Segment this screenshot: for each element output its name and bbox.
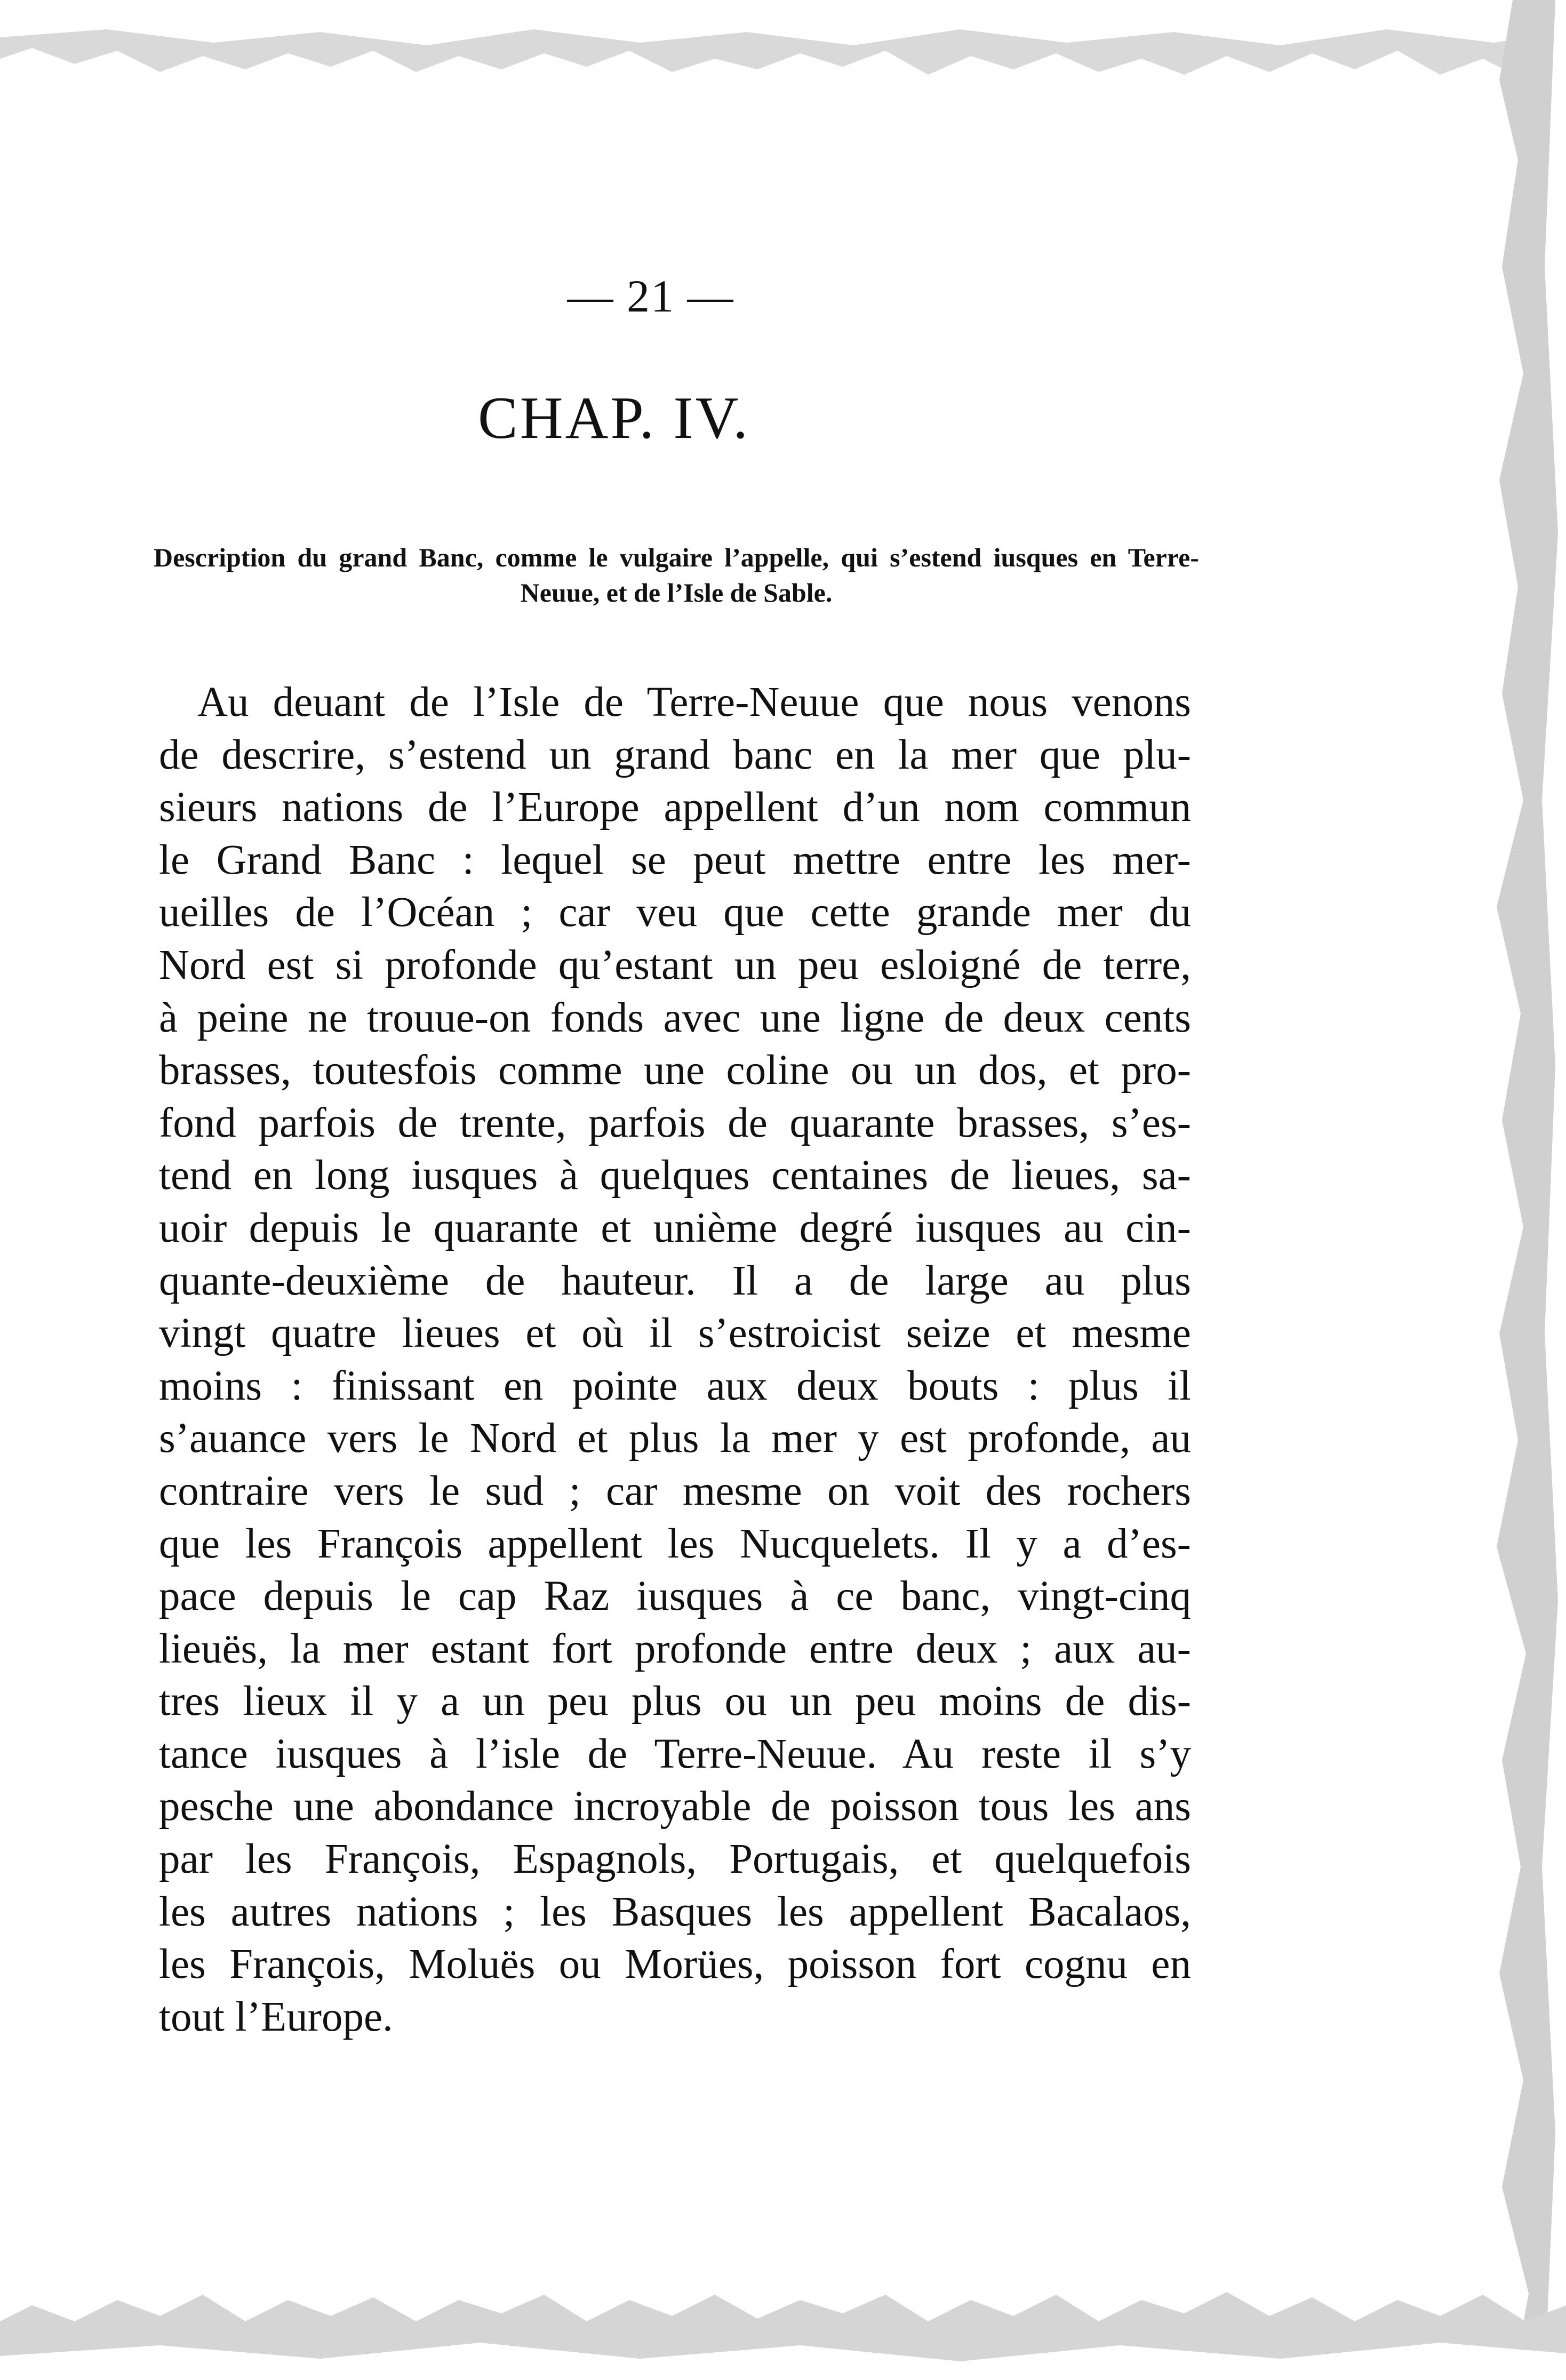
text-line: brasses, toutesfois comme une coline ou un dos, et pro- <box>159 1047 1191 1094</box>
text-line: sieurs nations de l’Europe appellent d’un nom commun <box>159 784 1191 831</box>
text-line: tend en long iusques à quelques centaines de lieues, sa- <box>159 1152 1191 1199</box>
text-line: les autres nations ; les Basques les appellent Bacalaos, <box>159 1888 1191 1935</box>
chapter-heading: CHAP. IV. <box>478 385 750 451</box>
ragged-bottom-edge <box>0 2241 1566 2380</box>
page-number: — 21 — <box>567 270 734 322</box>
text-line: vingt quatre lieues et où il s’estroicist seize et mesme <box>159 1310 1191 1357</box>
text-line: ueilles de l’Océan ; car veu que cette grande mer du <box>159 889 1191 936</box>
text-line: pesche une abondance incroyable de poisson tous les ans <box>159 1783 1191 1830</box>
ragged-right-edge <box>1449 0 1566 2380</box>
ragged-top-edge <box>0 0 1566 139</box>
text-line: quante-deuxième de hauteur. Il a de large au plus <box>159 1257 1191 1304</box>
text-line: que les François appellent les Nucquelets. Il y a d’es- <box>159 1520 1191 1567</box>
text-line: pace depuis le cap Raz iusques à ce banc, vingt-cinq <box>159 1573 1191 1620</box>
text-line: lieuës, la mer estant fort profonde entre deux ; aux au- <box>159 1625 1191 1672</box>
chapter-summary: Description du grand Banc, comme le vulgaire l’appelle, qui s’estend iusques en Terre-Neuue, et de l’Isle de Sable. <box>154 542 1199 608</box>
text-line: tout l’Europe. <box>159 1993 393 2040</box>
body-paragraph <box>159 676 1191 2043</box>
text-line: contraire vers le sud ; car mesme on voit des rochers <box>159 1467 1191 1514</box>
text-line: fond parfois de trente, parfois de quarante brasses, s’es- <box>159 1099 1191 1146</box>
text-line: à peine ne trouue-on fonds avec une ligne de deux cents <box>159 994 1191 1041</box>
text-line: de descrire, s’estend un grand banc en la mer que plu- <box>159 731 1191 778</box>
text-line: le Grand Banc : lequel se peut mettre entre les mer- <box>159 836 1191 883</box>
text-line: Au deuant de l’Isle de Terre-Neuue que nous venons <box>197 679 1191 725</box>
text-line: moins : finissant en pointe aux deux bouts : plus il <box>159 1362 1191 1409</box>
text-line: les François, Moluës ou Morües, poisson fort cognu en <box>159 1941 1191 1988</box>
text-line: s’auance vers le Nord et plus la mer y est profonde, au <box>159 1415 1191 1462</box>
text-line: par les François, Espagnols, Portugais, et quelquefois <box>159 1836 1191 1883</box>
text-line: tance iusques à l’isle de Terre-Neuue. Au reste il s’y <box>159 1730 1191 1777</box>
text-line: tres lieux il y a un peu plus ou un peu moins de dis- <box>159 1678 1191 1725</box>
text-line: Nord est si profonde qu’estant un peu esloigné de terre, <box>159 941 1191 988</box>
text-line: uoir depuis le quarante et unième degré iusques au cin- <box>159 1204 1191 1251</box>
